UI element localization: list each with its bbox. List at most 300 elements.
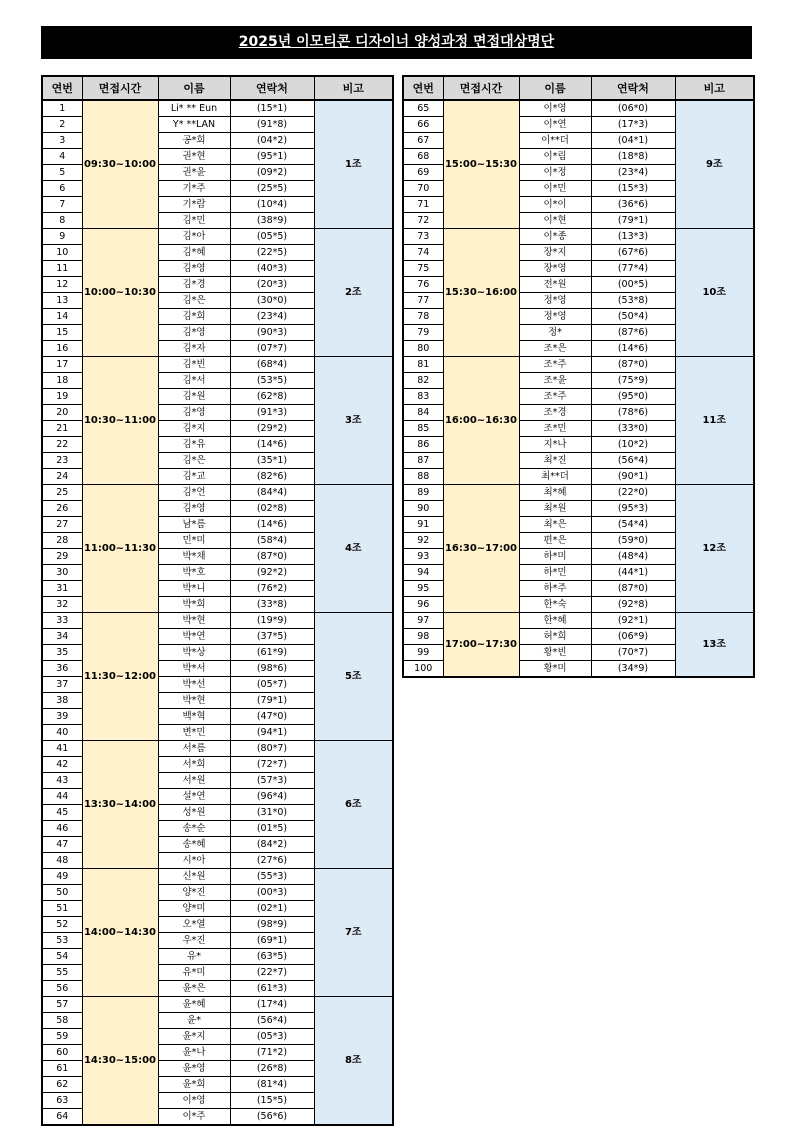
candidate-contact: (33*0): [591, 421, 675, 437]
candidate-contact: (02*1): [230, 901, 314, 917]
candidate-name: 이*림: [519, 149, 591, 165]
candidate-contact: (01*5): [230, 821, 314, 837]
candidate-name: 장*영: [519, 261, 591, 277]
candidate-name: 윤*희: [158, 1077, 230, 1093]
table-row: [42, 869, 393, 885]
candidate-name: 신*원: [158, 869, 230, 885]
candidate-name: 최*은: [519, 517, 591, 533]
row-index: 95: [403, 581, 443, 597]
candidate-name: 윤*은: [158, 981, 230, 997]
header-contact: 연락처: [230, 76, 314, 100]
candidate-name: 최*혜: [519, 485, 591, 501]
row-index: 92: [403, 533, 443, 549]
candidate-contact: (58*4): [230, 533, 314, 549]
row-index: 28: [42, 533, 82, 549]
candidate-name: 우*진: [158, 933, 230, 949]
table-header-row: [403, 76, 754, 100]
candidate-name: 정*영: [519, 293, 591, 309]
candidate-contact: (17*4): [230, 997, 314, 1013]
candidate-name: 김*희: [158, 309, 230, 325]
row-index: 50: [42, 885, 82, 901]
candidate-name: 시*아: [158, 853, 230, 869]
candidate-name: 김*은: [158, 453, 230, 469]
candidate-name: 권*윤: [158, 165, 230, 181]
group-note-cell: 6조: [314, 741, 393, 869]
row-index: 45: [42, 805, 82, 821]
candidate-contact: (92*8): [591, 597, 675, 613]
row-index: 69: [403, 165, 443, 181]
header-interview-time: 면접시간: [443, 76, 519, 100]
row-index: 63: [42, 1093, 82, 1109]
row-index: 4: [42, 149, 82, 165]
candidate-contact: (56*4): [591, 453, 675, 469]
table-row: [403, 229, 754, 245]
group-note-cell: 12조: [675, 485, 754, 613]
candidate-contact: (37*5): [230, 629, 314, 645]
candidate-contact: (61*9): [230, 645, 314, 661]
candidate-contact: (00*3): [230, 885, 314, 901]
candidate-name: 하*민: [519, 565, 591, 581]
header-note: 비고: [314, 76, 393, 100]
candidate-name: 김*서: [158, 373, 230, 389]
candidate-contact: (36*6): [591, 197, 675, 213]
row-index: 26: [42, 501, 82, 517]
candidate-contact: (38*9): [230, 213, 314, 229]
candidate-contact: (25*5): [230, 181, 314, 197]
row-index: 44: [42, 789, 82, 805]
row-index: 39: [42, 709, 82, 725]
candidate-contact: (04*2): [230, 133, 314, 149]
candidate-contact: (95*3): [591, 501, 675, 517]
header-note: 비고: [675, 76, 754, 100]
candidate-name: 장*지: [519, 245, 591, 261]
row-index: 55: [42, 965, 82, 981]
row-index: 87: [403, 453, 443, 469]
candidate-contact: (05*3): [230, 1029, 314, 1045]
candidate-contact: (10*4): [230, 197, 314, 213]
candidate-contact: (44*1): [591, 565, 675, 581]
candidate-contact: (90*3): [230, 325, 314, 341]
row-index: 72: [403, 213, 443, 229]
group-note-cell: 1조: [314, 100, 393, 229]
candidate-name: 한*혜: [519, 613, 591, 629]
candidate-contact: (34*9): [591, 661, 675, 678]
candidate-name: 최*원: [519, 501, 591, 517]
row-index: 52: [42, 917, 82, 933]
group-note-cell: 10조: [675, 229, 754, 357]
row-index: 96: [403, 597, 443, 613]
candidate-name: 이*이: [519, 197, 591, 213]
row-index: 54: [42, 949, 82, 965]
header-index: 연번: [42, 76, 82, 100]
row-index: 9: [42, 229, 82, 245]
candidate-name: 김*아: [158, 229, 230, 245]
table-row: [403, 485, 754, 501]
candidate-contact: (53*5): [230, 373, 314, 389]
row-index: 48: [42, 853, 82, 869]
candidate-contact: (48*4): [591, 549, 675, 565]
candidate-contact: (15*1): [230, 100, 314, 117]
row-index: 19: [42, 389, 82, 405]
candidate-contact: (61*3): [230, 981, 314, 997]
candidate-contact: (56*4): [230, 1013, 314, 1029]
row-index: 25: [42, 485, 82, 501]
candidate-contact: (57*3): [230, 773, 314, 789]
candidate-contact: (00*5): [591, 277, 675, 293]
candidate-name: 하*주: [519, 581, 591, 597]
row-index: 24: [42, 469, 82, 485]
candidate-name: 김*교: [158, 469, 230, 485]
candidate-name: 조*윤: [519, 373, 591, 389]
row-index: 70: [403, 181, 443, 197]
row-index: 76: [403, 277, 443, 293]
table-row: [42, 100, 393, 117]
candidate-name: 한*숙: [519, 597, 591, 613]
row-index: 22: [42, 437, 82, 453]
row-index: 14: [42, 309, 82, 325]
header-interview-time: 면접시간: [82, 76, 158, 100]
candidate-name: 서*원: [158, 773, 230, 789]
candidate-contact: (05*7): [230, 677, 314, 693]
candidate-contact: (92*1): [591, 613, 675, 629]
candidate-name: 김*원: [158, 389, 230, 405]
candidate-contact: (87*0): [591, 357, 675, 373]
row-index: 13: [42, 293, 82, 309]
row-index: 31: [42, 581, 82, 597]
row-index: 91: [403, 517, 443, 533]
interview-roster-table-left: [41, 75, 394, 1126]
candidate-name: 박*현: [158, 613, 230, 629]
candidate-contact: (54*4): [591, 517, 675, 533]
document-title: 2025년 이모티콘 디자이너 양성과정 면접대상명단: [238, 34, 555, 50]
candidate-name: 최**더: [519, 469, 591, 485]
row-index: 10: [42, 245, 82, 261]
roster-body-left: [42, 100, 393, 1125]
table-row: [403, 613, 754, 629]
candidate-name: 박*니: [158, 581, 230, 597]
candidate-name: 김*지: [158, 421, 230, 437]
candidate-contact: (98*6): [230, 661, 314, 677]
candidate-name: 김*영: [158, 325, 230, 341]
candidate-name: 이*민: [519, 181, 591, 197]
candidate-contact: (06*0): [591, 100, 675, 117]
candidate-name: 민*미: [158, 533, 230, 549]
candidate-name: 김*민: [158, 213, 230, 229]
row-index: 65: [403, 100, 443, 117]
candidate-contact: (94*1): [230, 725, 314, 741]
interview-time-cell: 14:30~15:00: [82, 997, 158, 1126]
row-index: 81: [403, 357, 443, 373]
candidate-name: 정*: [519, 325, 591, 341]
candidate-name: 김*빈: [158, 357, 230, 373]
row-index: 33: [42, 613, 82, 629]
candidate-contact: (22*5): [230, 245, 314, 261]
candidate-contact: (79*1): [591, 213, 675, 229]
interview-time-cell: 11:30~12:00: [82, 613, 158, 741]
table-row: [42, 357, 393, 373]
candidate-name: 양*미: [158, 901, 230, 917]
row-index: 66: [403, 117, 443, 133]
candidate-contact: (80*7): [230, 741, 314, 757]
candidate-contact: (68*4): [230, 357, 314, 373]
candidate-contact: (70*7): [591, 645, 675, 661]
candidate-name: 김*경: [158, 277, 230, 293]
candidate-contact: (84*2): [230, 837, 314, 853]
candidate-name: 이*영: [158, 1093, 230, 1109]
candidate-contact: (14*6): [230, 517, 314, 533]
row-index: 60: [42, 1045, 82, 1061]
row-index: 6: [42, 181, 82, 197]
row-index: 23: [42, 453, 82, 469]
row-index: 7: [42, 197, 82, 213]
table-header-row: [42, 76, 393, 100]
row-index: 99: [403, 645, 443, 661]
candidate-name: 김*은: [158, 293, 230, 309]
candidate-name: 기*람: [158, 197, 230, 213]
candidate-name: 김*영: [158, 261, 230, 277]
candidate-contact: (56*6): [230, 1109, 314, 1126]
candidate-name: 오*열: [158, 917, 230, 933]
table-row: [42, 997, 393, 1013]
row-index: 15: [42, 325, 82, 341]
candidate-contact: (92*2): [230, 565, 314, 581]
row-index: 32: [42, 597, 82, 613]
table-row: [42, 485, 393, 501]
candidate-contact: (35*1): [230, 453, 314, 469]
header-name: 이름: [158, 76, 230, 100]
interview-time-cell: 13:30~14:00: [82, 741, 158, 869]
document-title-bar: [41, 26, 752, 59]
candidate-contact: (33*8): [230, 597, 314, 613]
group-note-cell: 13조: [675, 613, 754, 678]
row-index: 88: [403, 469, 443, 485]
row-index: 36: [42, 661, 82, 677]
candidate-contact: (18*8): [591, 149, 675, 165]
candidate-contact: (07*7): [230, 341, 314, 357]
row-index: 73: [403, 229, 443, 245]
row-index: 51: [42, 901, 82, 917]
row-index: 41: [42, 741, 82, 757]
row-index: 1: [42, 100, 82, 117]
candidate-contact: (87*0): [591, 581, 675, 597]
row-index: 67: [403, 133, 443, 149]
candidate-name: 서*희: [158, 757, 230, 773]
candidate-contact: (26*8): [230, 1061, 314, 1077]
interview-time-cell: 15:30~16:00: [443, 229, 519, 357]
interview-time-cell: 14:00~14:30: [82, 869, 158, 997]
candidate-name: 편*은: [519, 533, 591, 549]
candidate-name: 윤*영: [158, 1061, 230, 1077]
row-index: 21: [42, 421, 82, 437]
candidate-name: 송*혜: [158, 837, 230, 853]
row-index: 74: [403, 245, 443, 261]
candidate-name: 김*자: [158, 341, 230, 357]
candidate-name: 박*현: [158, 693, 230, 709]
row-index: 29: [42, 549, 82, 565]
candidate-contact: (13*3): [591, 229, 675, 245]
row-index: 97: [403, 613, 443, 629]
candidate-name: 박*희: [158, 597, 230, 613]
candidate-name: 공*희: [158, 133, 230, 149]
candidate-name: 박*상: [158, 645, 230, 661]
row-index: 58: [42, 1013, 82, 1029]
row-index: 82: [403, 373, 443, 389]
group-note-cell: 7조: [314, 869, 393, 997]
row-index: 100: [403, 661, 443, 678]
interview-time-cell: 16:30~17:00: [443, 485, 519, 613]
row-index: 40: [42, 725, 82, 741]
header-name: 이름: [519, 76, 591, 100]
candidate-name: 조*은: [519, 341, 591, 357]
candidate-name: 박*채: [158, 549, 230, 565]
row-index: 85: [403, 421, 443, 437]
candidate-contact: (95*1): [230, 149, 314, 165]
header-contact: 연락처: [591, 76, 675, 100]
candidate-name: 박*호: [158, 565, 230, 581]
candidate-contact: (77*4): [591, 261, 675, 277]
row-index: 27: [42, 517, 82, 533]
row-index: 83: [403, 389, 443, 405]
group-note-cell: 11조: [675, 357, 754, 485]
candidate-name: 조*주: [519, 389, 591, 405]
candidate-name: 성*원: [158, 805, 230, 821]
row-index: 3: [42, 133, 82, 149]
row-index: 18: [42, 373, 82, 389]
row-index: 98: [403, 629, 443, 645]
group-note-cell: 9조: [675, 100, 754, 229]
candidate-contact: (27*6): [230, 853, 314, 869]
row-index: 30: [42, 565, 82, 581]
candidate-contact: (91*3): [230, 405, 314, 421]
candidate-contact: (04*1): [591, 133, 675, 149]
interview-time-cell: 16:00~16:30: [443, 357, 519, 485]
candidate-name: 백*혁: [158, 709, 230, 725]
interview-time-cell: 10:00~10:30: [82, 229, 158, 357]
row-index: 5: [42, 165, 82, 181]
candidate-name: 이**더: [519, 133, 591, 149]
candidate-contact: (22*0): [591, 485, 675, 501]
candidate-contact: (15*3): [591, 181, 675, 197]
row-index: 17: [42, 357, 82, 373]
table-row: [403, 357, 754, 373]
candidate-name: 윤*: [158, 1013, 230, 1029]
row-index: 64: [42, 1109, 82, 1126]
candidate-name: 하*미: [519, 549, 591, 565]
row-index: 46: [42, 821, 82, 837]
group-note-cell: 3조: [314, 357, 393, 485]
candidate-name: 송*순: [158, 821, 230, 837]
candidate-name: 박*연: [158, 629, 230, 645]
candidate-name: 전*원: [519, 277, 591, 293]
candidate-name: 이*주: [158, 1109, 230, 1126]
candidate-contact: (19*9): [230, 613, 314, 629]
row-index: 75: [403, 261, 443, 277]
candidate-contact: (06*9): [591, 629, 675, 645]
candidate-name: 유*: [158, 949, 230, 965]
candidate-name: 김*영: [158, 405, 230, 421]
candidate-name: 기*주: [158, 181, 230, 197]
row-index: 89: [403, 485, 443, 501]
group-note-cell: 8조: [314, 997, 393, 1126]
candidate-contact: (30*0): [230, 293, 314, 309]
candidate-contact: (40*3): [230, 261, 314, 277]
candidate-contact: (90*1): [591, 469, 675, 485]
row-index: 8: [42, 213, 82, 229]
row-index: 37: [42, 677, 82, 693]
candidate-contact: (67*6): [591, 245, 675, 261]
candidate-contact: (59*0): [591, 533, 675, 549]
table-row: [42, 229, 393, 245]
row-index: 35: [42, 645, 82, 661]
row-index: 49: [42, 869, 82, 885]
group-note-cell: 2조: [314, 229, 393, 357]
row-index: 53: [42, 933, 82, 949]
candidate-contact: (02*8): [230, 501, 314, 517]
candidate-name: 정*영: [519, 309, 591, 325]
candidate-name: 이*현: [519, 213, 591, 229]
candidate-contact: (15*5): [230, 1093, 314, 1109]
row-index: 90: [403, 501, 443, 517]
candidate-contact: (31*0): [230, 805, 314, 821]
row-index: 59: [42, 1029, 82, 1045]
row-index: 93: [403, 549, 443, 565]
candidate-name: 변*민: [158, 725, 230, 741]
header-index: 연번: [403, 76, 443, 100]
candidate-contact: (29*2): [230, 421, 314, 437]
candidate-name: 설*연: [158, 789, 230, 805]
candidate-contact: (84*4): [230, 485, 314, 501]
group-note-cell: 5조: [314, 613, 393, 741]
candidate-contact: (76*2): [230, 581, 314, 597]
candidate-name: 조*경: [519, 405, 591, 421]
row-index: 78: [403, 309, 443, 325]
candidate-contact: (62*8): [230, 389, 314, 405]
row-index: 38: [42, 693, 82, 709]
candidate-name: 김*혜: [158, 245, 230, 261]
candidate-contact: (63*5): [230, 949, 314, 965]
row-index: 20: [42, 405, 82, 421]
candidate-name: 조*주: [519, 357, 591, 373]
candidate-contact: (05*5): [230, 229, 314, 245]
candidate-contact: (53*8): [591, 293, 675, 309]
candidate-name: 김*유: [158, 437, 230, 453]
row-index: 12: [42, 277, 82, 293]
candidate-contact: (91*8): [230, 117, 314, 133]
row-index: 80: [403, 341, 443, 357]
candidate-contact: (95*0): [591, 389, 675, 405]
row-index: 84: [403, 405, 443, 421]
candidate-contact: (81*4): [230, 1077, 314, 1093]
row-index: 43: [42, 773, 82, 789]
candidate-name: Y* **LAN: [158, 117, 230, 133]
candidate-contact: (23*4): [230, 309, 314, 325]
candidate-name: 서*름: [158, 741, 230, 757]
candidate-name: 이*정: [519, 165, 591, 181]
candidate-name: 조*민: [519, 421, 591, 437]
candidate-name: 양*진: [158, 885, 230, 901]
candidate-contact: (78*6): [591, 405, 675, 421]
row-index: 2: [42, 117, 82, 133]
candidate-name: 유*미: [158, 965, 230, 981]
candidate-contact: (96*4): [230, 789, 314, 805]
row-index: 57: [42, 997, 82, 1013]
candidate-contact: (72*7): [230, 757, 314, 773]
candidate-name: 이*종: [519, 229, 591, 245]
candidate-name: 남*름: [158, 517, 230, 533]
row-index: 56: [42, 981, 82, 997]
candidate-name: 윤*혜: [158, 997, 230, 1013]
row-index: 62: [42, 1077, 82, 1093]
